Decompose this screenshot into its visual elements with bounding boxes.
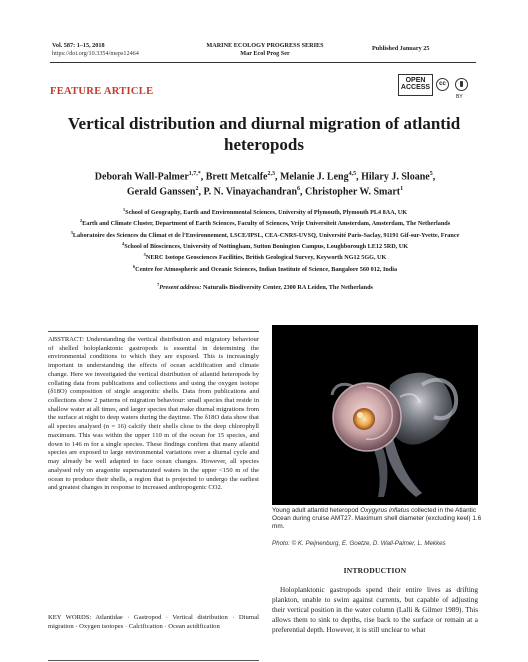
photo-credit	[272, 540, 484, 548]
affiliation-text: Centre for Atmospheric and Oceanic Sciences, Indian Institute of Science, Bangalore 560 012, India	[135, 265, 398, 273]
open-access-icon[interactable]	[398, 74, 433, 96]
affiliation	[60, 240, 470, 251]
by-person-icon	[455, 78, 468, 91]
affiliation-marker: 7	[157, 282, 160, 288]
affiliation-marker: 1	[122, 207, 126, 212]
keywords-text: KEY WORDS: Atlantidae · Gastropod · Vertical distribution · Diurnal migration · Oxygen isotopes · Calcification · Ocean acidification	[48, 614, 259, 630]
cc-icon: cc	[436, 78, 449, 91]
affiliation-marker: 3	[70, 229, 73, 235]
abstract-text: ABSTRACT: Understanding the vertical distribution and migratory behaviour of shelled holoplanktonic gastropods is essential in determining the environmental conditions to which they are exposed. This is increasingly important in understanding the effects of ocean acidification and climate change. Here we investigated the vertical distribution of atlantid heteropods by collating data from publications and collections and using the oxygen isotope (δ18O) composition of single aragonitic shells. Data from publications and collections show 2 patterns of migration behaviour: small species that reside in shallow water at all times, and larger species that make diurnal migrations from the surface at night to deep waters during the daytime. The δ18O data show that all species analysed (n = 16) calcify their shells close to the deep chlorophyll maximum. This was within the upper 110 m of the ocean for 15 species, and down to 146 m for a single species. These findings confirm that many atlantid species are exposed to large environmental variations over a diurnal cycle and may already be well adapted to face ocean changes. However, all species analysed rely on aragonite supersaturated waters in the upper <150 m of the ocean to produce their shells, a region that is projected to undergo the earliest and greatest changes in response to increased anthropogenic CO2.	[48, 336, 259, 492]
present-address	[60, 281, 470, 292]
keywords	[48, 614, 259, 631]
figure-caption	[272, 507, 482, 532]
open-access-line1: OPEN	[405, 77, 426, 84]
author-name: Brett Metcalfe	[205, 171, 268, 183]
author-name: P. N. Vinayachandran	[203, 186, 298, 198]
photo-credit-label: Photo: ©	[272, 540, 297, 547]
header-left	[52, 42, 162, 58]
author-affil-marker: 1	[400, 186, 404, 193]
abstract	[48, 336, 259, 493]
affiliation-marker: 4	[121, 241, 125, 247]
caption-species: Oxygyrus inflatus	[360, 507, 410, 514]
heteropod-photo	[272, 325, 478, 505]
published-date: Published January 25	[372, 45, 430, 52]
heteropod-illustration	[272, 325, 478, 505]
header-center	[180, 42, 350, 58]
open-access-line2: ACCESS	[400, 84, 431, 91]
photo-credit-names: K. Peijnenburg, E. Goetze, D. Wall-Palmer, L. Mekkes	[296, 540, 446, 547]
present-address-text: Naturalis Biodiversity Center, 2300 RA Leiden, The Netherlands	[202, 284, 373, 292]
journal-name: MARINE ECOLOGY PROGRESS SERIES	[206, 42, 324, 49]
affiliation	[60, 251, 470, 262]
author-affil-marker: 1,7,*	[188, 171, 201, 177]
journal-abbrev: Mar Ecol Prog Ser	[240, 50, 290, 57]
affiliation	[60, 229, 470, 240]
volume-pages: Vol. 587: 1–15, 2018	[52, 42, 105, 49]
author-name: Melanie J. Leng	[279, 171, 349, 183]
caption-prefix: Young adult atlantid heteropod	[272, 507, 361, 514]
affiliation	[60, 217, 470, 228]
affiliation-text: NERC Isotope Geosciences Facilities, British Geological Survey, Keyworth NG12 5GG, UK	[145, 254, 387, 262]
creative-commons-icon[interactable]	[436, 74, 468, 94]
author-name: Christopher W. Smart	[305, 186, 401, 198]
author-name: Deborah Wall-Palmer	[94, 171, 189, 183]
author-name: Gerald Ganssen	[126, 186, 196, 198]
header-divider	[50, 62, 476, 63]
affiliation-marker: 2	[79, 218, 83, 224]
present-address-label: Present address:	[159, 284, 202, 292]
abstract-top-divider	[48, 331, 259, 332]
introduction-body	[272, 585, 478, 635]
affiliation-text: Earth and Climate Cluster, Department of Earth Sciences, Faculty of Sciences, Vrije Universiteit Amsterdam, Amsterdam, The Netherlands	[82, 220, 451, 228]
article-title: Vertical distribution and diurnal migration of atlantid heteropods	[67, 114, 461, 154]
cc-by-label: BY	[456, 94, 463, 100]
affiliation-text: School of Biosciences, University of Nottingham, Sutton Bonington Campus, Loughborough LE12 5RD, UK	[124, 243, 409, 251]
abstract-bottom-divider	[48, 660, 259, 661]
introduction-heading: INTRODUCTION	[343, 566, 407, 575]
affiliation	[60, 206, 470, 217]
affiliation-text: Laboratoire des Sciences du Climat et de l'Environnement, LSCE/IPSL, CEA-CNRS-UVSQ, Université Paris-Saclay, 91191 Gif-sur-Yvette, France	[72, 231, 460, 239]
affiliation-marker: 5	[143, 252, 146, 258]
feature-article-label: FEATURE ARTICLE	[50, 86, 154, 97]
introduction-text: Holoplanktonic gastropods spend their entire lives as drifting plankton, unable to swim against currents, but capable of adjusting their vertical position in the water column (Lalli & Gilmer 1989). This allows them to sink to depths, rise back to the surface or remain at a preferential depth. However, it is still unclear to what	[272, 586, 478, 635]
author-affil-marker: 2	[195, 186, 199, 193]
affiliation-list	[60, 206, 470, 293]
affiliation-text: School of Geography, Earth and Environmental Sciences, University of Plymouth, Plymouth PL4 8AA, UK	[125, 209, 408, 217]
affiliation	[60, 263, 470, 274]
caption-suffix: collected in the Atlantic Ocean during cruise AMT27. Maximum shell diameter (excluding keel) 1.6 mm.	[272, 507, 482, 531]
doi-link[interactable]: https://doi.org/10.3354/meps12464	[52, 50, 139, 57]
affiliation-marker: 6	[132, 263, 136, 269]
author-name: Hilary J. Sloane	[361, 171, 430, 183]
author-affil-marker: 4,5	[348, 171, 357, 177]
author-affil-marker: 2,3	[267, 171, 275, 177]
author-affil-marker: 6	[297, 186, 301, 193]
author-list: Deborah Wall-Palmer$^{1,7,*}$, Brett Metcalfe$^{2,3}$, Melanie J. Leng$^{4,5}$, Hilary J. Sloane$^5$, Gerald Ganssen$^2$, P. N. Vinayachandran$^6$, Christopher W. Smart$^1$	[94, 171, 436, 198]
author-affil-marker: 5	[429, 171, 433, 177]
